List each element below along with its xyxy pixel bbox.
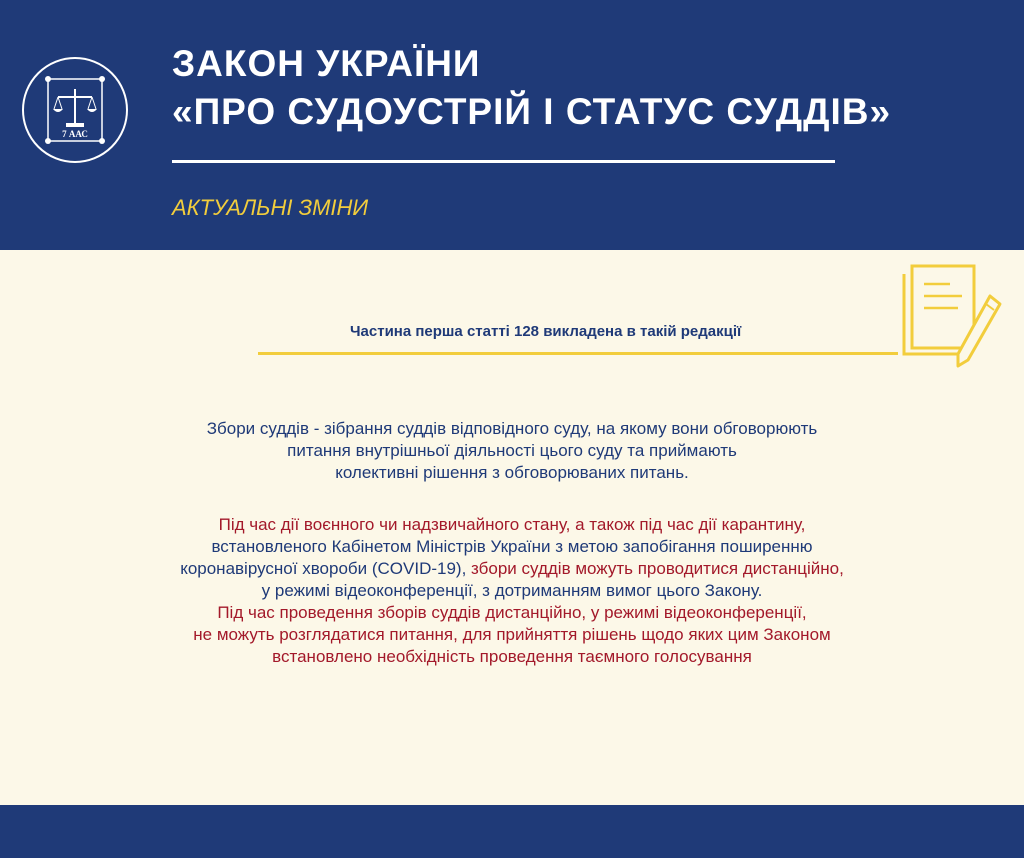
- text-line: питання внутрішньої діяльності цього суду та приймають: [287, 441, 737, 460]
- title-divider: [172, 160, 835, 163]
- paragraph-amendment: [60, 514, 964, 668]
- text-line-highlight: збори суддів можуть проводитися дистанційно,: [471, 559, 844, 578]
- document-pencil-icon: [900, 262, 1006, 372]
- text-line: встановленого Кабінетом Міністрів України з метою запобігання поширенню: [211, 537, 813, 556]
- subtitle: АКТУАЛЬНІ ЗМІНИ: [172, 195, 369, 220]
- text-line: не можуть розглядатися питання, для прийняття рішень щодо яких цим Законом: [193, 625, 831, 644]
- paragraph-definition: [60, 418, 964, 484]
- logo-text: 7 ААС: [62, 129, 88, 139]
- title-line-1: ЗАКОН УКРАЇНИ: [172, 43, 481, 84]
- text-line: Збори суддів - зібрання суддів відповідного суду, на якому вони обговорюють: [206, 419, 818, 438]
- court-logo-icon: [20, 55, 130, 165]
- footer-banner: [0, 805, 1024, 858]
- text-line: колективні рішення з обговорюваних питань.: [335, 463, 689, 482]
- page-title: [172, 40, 891, 136]
- title-line-2: «ПРО СУДОУСТРІЙ І СТАТУС СУДДІВ»: [172, 91, 892, 132]
- amendment-note: Частина перша статті 128 викладена в такій редакції: [350, 323, 742, 340]
- article-text: [60, 418, 964, 668]
- text-line: встановлено необхідність проведення таємного голосування: [272, 647, 752, 666]
- note-underline: [258, 352, 898, 355]
- text-line: коронавірусної хвороби (COVID-19),: [180, 559, 467, 578]
- text-line: Під час дії воєнного чи надзвичайного стану, а також під час дії карантину,: [218, 515, 806, 534]
- header-banner: [0, 0, 1024, 250]
- text-line: у режимі відеоконференції, з дотриманням вимог цього Закону.: [261, 581, 763, 600]
- text-line: Під час проведення зборів суддів дистанційно, у режимі відеоконференції,: [217, 603, 807, 622]
